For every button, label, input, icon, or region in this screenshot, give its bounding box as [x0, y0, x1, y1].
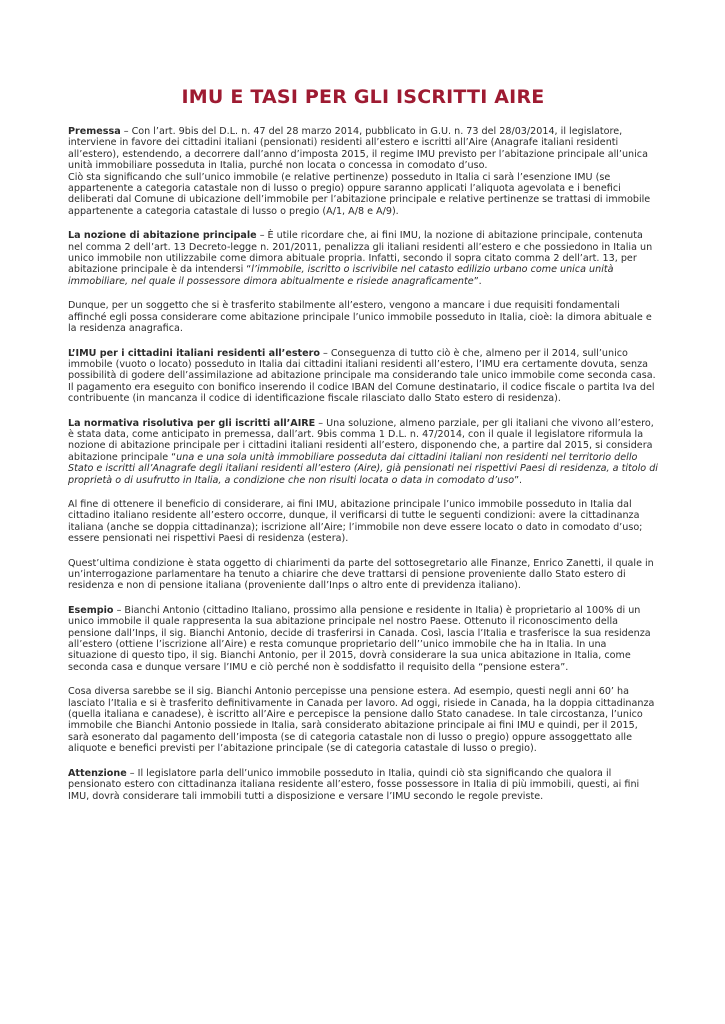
paragraph-lead: L’IMU per i cittadini italiani residenti all’estero	[68, 347, 320, 359]
paragraph-tail: ”.	[473, 275, 482, 287]
paragraph-normativa-aire	[68, 418, 658, 486]
paragraph-esenzione: Ciò sta significando che sull’unico immobile (e relative pertinenze) posseduto in Italia ci sarà l’esenzione IMU (se appartenente a categoria catastale non di lusso o pregio) oppure saranno applicati l’aliquota agevolata e i benefici deliberati dal Comune di ubicazione dell’immobile per l’abitazione principale e relative pertinenze se trattasi di immobile appartenente a categoria catastale di lusso o pregio (A/1, A/8 e A/9).	[68, 171, 651, 217]
paragraph-lead: La nozione di abitazione principale	[68, 230, 257, 242]
paragraph-tail: ”.	[514, 474, 523, 486]
paragraph-lead: Esempio	[68, 604, 114, 616]
paragraph-esempio	[68, 605, 658, 673]
paragraph-quote: l’immobile, iscritto o iscrivibile nel catasto edilizio urbano come unica unità immobiliare, nel quale il possessore dimora abitualmente e risiede anagraficamente	[68, 264, 614, 287]
paragraph-text: – Una soluzione, almeno parziale, per gli italiani che vivono all’estero, è stata data, come anticipato in premessa, dall’art. 9bis comma 1 D.L. n. 47/2014, con il quale il legislatore riformula la nozione di abitazione principale per i cittadini italiani residenti all’estero, disponendo che, a partire dal 2015, si considera abitazione principale “	[68, 417, 654, 463]
paragraph-chiarimenti: Quest’ultima condizione è stata oggetto di chiarimenti da parte del sottosegretario alle Finanze, Enrico Zanetti, il quale in un’interrogazione parlamentare ha tenuto a chiarire che deve trattarsi di pensione proveniente dallo Stato estero di residenza e non di pensione italiana (proveniente dall’Inps o altro ente di previdenza italiano).	[68, 557, 654, 592]
paragraph-premessa	[68, 126, 658, 172]
paragraph-quote: una e una sola unità immobiliare posseduta dai cittadini italiani non residenti nel territorio dello Stato e iscritti all’Anagrafe degli italiani residenti all’estero (Aire), già pensionati nei rispettivi Paesi di residenza, a titolo di proprietà o di usufrutto in Italia, a condizione che non risulti locata o data in comodato d’uso	[68, 451, 658, 486]
paragraph-attenzione	[68, 768, 658, 802]
paragraph-lead: Premessa	[68, 126, 121, 137]
paragraph-text: – Conseguenza di tutto ciò è che, almeno per il 2014, sull’unico immobile (vuoto o locato) posseduto in Italia dai cittadini italiani residenti all’estero, l’IMU era certamente dovuta, senza possibilità di godere dell’assimilazione ad abitazione principale ma considerando tale unico immobile come seconda casa. Il pagamento era eseguito con bonifico inserendo il codice IBAN del Comune destinatario, il codice fiscale o partita Iva del contribuente (in mancanza il codice di identificazione fiscale rilasciato dallo Stato estero di residenza).	[68, 347, 656, 405]
document-body	[68, 126, 658, 815]
paragraph-nozione	[68, 230, 658, 287]
paragraph-text: – È utile ricordare che, ai fini IMU, la nozione di abitazione principale, contenuta nel comma 2 dell’art. 13 Decreto-legge n. 201/2011, penalizza gli italiani residenti all’estero e che possiedono in Italia un unico immobile non utilizzabile come dimora abituale propria. Infatti, secondo il sopra citato comma 2 dell’art. 13, per abitazione principale è da intendersi “	[68, 230, 653, 276]
paragraph-dunque: Dunque, per un soggetto che si è trasferito stabilmente all’estero, vengono a mancare i due requisiti fondamentali affinché egli possa considerare come abitazione principale l’unico immobile posseduto in Italia, cioè: la dimora abituale e la residenza anagrafica.	[68, 300, 652, 335]
paragraph-imu-residenti-estero	[68, 348, 658, 405]
paragraph-lead: Attenzione	[68, 767, 127, 779]
paragraph-text: – Il legislatore parla dell’unico immobile posseduto in Italia, quindi ciò sta significando che qualora il pensionato estero con cittadinanza italiana residente all’estero, fosse possessore in Italia di più immobili, questi, ai fini IMU, dovrà considerare tali immobili tutti a disposizione e versare l’IMU secondo le regole previste.	[68, 767, 640, 802]
paragraph-pensione-estera: Cosa diversa sarebbe se il sig. Bianchi Antonio percepisse una pensione estera. Ad esempio, questi negli anni 60’ ha lasciato l’Italia e si è trasferito definitivamente in Canada per lavoro. Ad oggi, risiede in Canada, ha la doppia cittadinanza (quella italiana e canadese), è iscritto all’Aire e percepisce la pensione dallo Stato canadese. In tale circostanza, l’unico immobile che Bianchi Antonio possiede in Italia, sarà considerato abitazione principale ai fini IMU e quindi, per il 2015, sarà esonerato dal pagamento dell’imposta (se di categoria catastale non di lusso o pregio) oppure assoggettato alle aliquote e benefici previsti per l’abitazione principale (se di categoria catastale di lusso o pregio).	[68, 686, 655, 755]
document-title: IMU E TASI PER GLI ISCRITTI AIRE	[181, 86, 545, 108]
paragraph-text: – Bianchi Antonio (cittadino Italiano, prossimo alla pensione e residente in Italia) è proprietario al 100% di un unico immobile il quale rappresenta la sua abitazione principale nel nostro Paese. Ottenuto il riconoscimento della pensione dall’Inps, il sig. Bianchi Antonio, decide di trasferirsi in Canada. Così, lascia l’Italia e trasferisce la sua residenza all’estero (ottiene l’iscrizione all’Aire) e resta comunque proprietario dell’’unico immobile che ha in Italia. In una situazione di questo tipo, il sig. Bianchi Antonio, per il 2015, dovrà considerare la sua unica abitazione in Italia, come seconda casa e dunque versare l’IMU e ciò perché non è soddisfatto il requisito della “pensione estera”.	[68, 604, 651, 673]
paragraph-lead: La normativa risolutiva per gli iscritti all’AIRE	[68, 417, 316, 429]
paragraph-text: – Con l’art. 9bis del D.L. n. 47 del 28 marzo 2014, pubblicato in G.U. n. 73 del 28/03/2014, il legislatore, interviene in favore dei cittadini italiani (pensionati) residenti all’estero e iscritti all’Aire (Anagrafe italiani residenti all’estero), estendendo, a decorrere dall’anno d’imposta 2015, il regime IMU previsto per l’abitazione principale all’unica unità immobiliare posseduta in Italia, purché non locata o concessa in comodato d’uso.	[68, 126, 648, 172]
paragraph-condizioni: Al fine di ottenere il beneficio di considerare, ai fini IMU, abitazione principale l’unico immobile posseduto in Italia dal cittadino italiano residente all’estero occorre, dunque, il verificarsi di tutte le seguenti condizioni: avere la cittadinanza italiana (anche se doppia cittadinanza); iscrizione all’Aire; l’immobile non deve essere locato o dato in comodato d’uso; essere pensionati nei rispettivi Paesi di residenza (estera).	[68, 498, 643, 545]
